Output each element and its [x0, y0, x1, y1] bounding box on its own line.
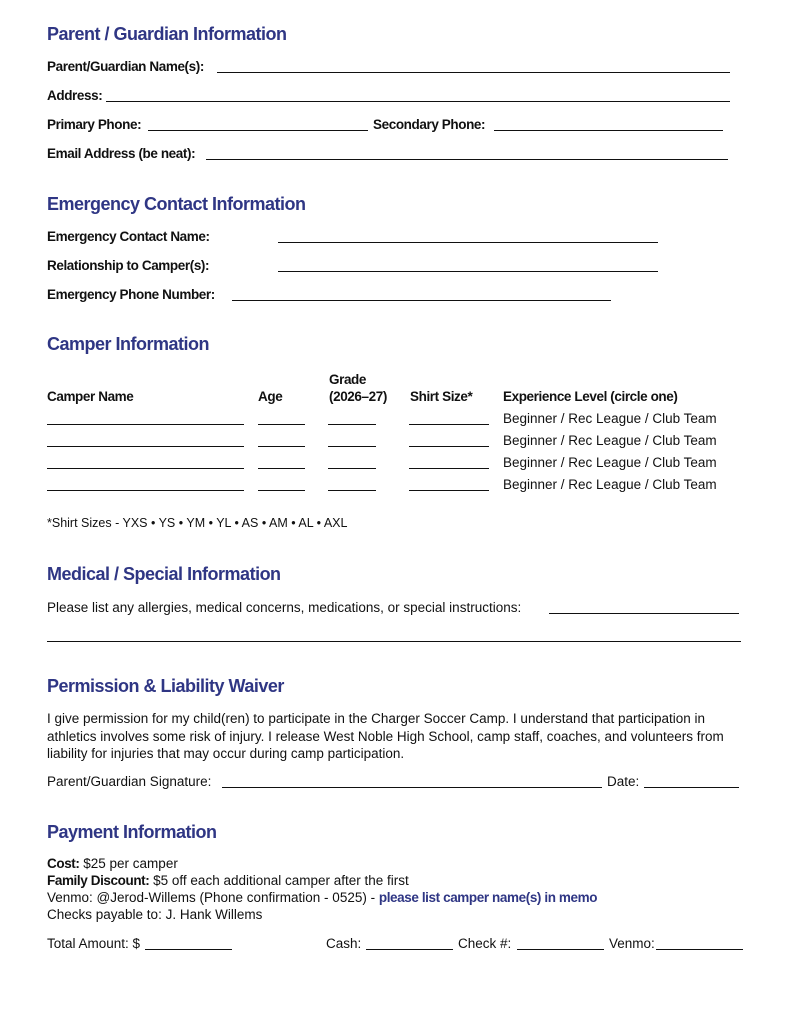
- cash-field[interactable]: [366, 949, 453, 950]
- address-label: Address:: [47, 88, 103, 103]
- waiver-heading: Permission & Liability Waiver: [47, 676, 284, 696]
- camper-4-grade-field[interactable]: [328, 490, 376, 491]
- medical-prompt: Please list any allergies, medical concerns, medications, or special instructions:: [47, 600, 522, 615]
- camper-4-age-field[interactable]: [258, 490, 305, 491]
- secondary-phone-label: Secondary Phone:: [373, 117, 486, 132]
- camper-2-age-field[interactable]: [258, 446, 305, 447]
- signature-label: Parent/Guardian Signature:: [47, 774, 212, 789]
- col-experience: Experience Level (circle one): [503, 389, 678, 404]
- parent-name-label: Parent/Guardian Name(s):: [47, 59, 204, 74]
- camper-4-experience-options[interactable]: Beginner / Rec League / Club Team: [503, 477, 717, 492]
- cost-line: [47, 856, 178, 872]
- camper-4-shirt-field[interactable]: [409, 490, 489, 491]
- relationship-label: Relationship to Camper(s):: [47, 258, 210, 273]
- check-number-field[interactable]: [517, 949, 604, 950]
- waiver-text: I give permission for my child(ren) to participate in the Charger Soccer Camp. I understand that participation in athletics involves some risk of injury. I release West Noble High School, camp staff, coaches, and volunteers from liability for injuries that may occur during camp participation.: [47, 711, 724, 761]
- discount-line: [47, 873, 409, 889]
- emergency-name-field[interactable]: [278, 242, 658, 243]
- camper-3-shirt-field[interactable]: [409, 468, 489, 469]
- secondary-phone-field[interactable]: [494, 130, 723, 131]
- medical-field-line-1[interactable]: [549, 613, 739, 614]
- date-label: Date:: [607, 774, 640, 789]
- venmo-memo-note: please list camper name(s) in memo: [378, 890, 598, 905]
- relationship-field[interactable]: [278, 271, 658, 272]
- date-field[interactable]: [644, 787, 739, 788]
- email-field[interactable]: [206, 159, 728, 160]
- discount-value: $5 off each additional camper after the first: [153, 873, 409, 888]
- venmo-line: [47, 890, 597, 906]
- venmo-text: Venmo: @Jerod-Willems (Phone confirmation - 0525) -: [47, 890, 379, 905]
- cost-value: $25 per camper: [83, 856, 178, 871]
- camper-1-age-field[interactable]: [258, 424, 305, 425]
- col-age: Age: [258, 389, 283, 404]
- camper-info-heading: Camper Information: [47, 334, 210, 354]
- medical-field-line-2[interactable]: [47, 641, 741, 642]
- camper-1-name-field[interactable]: [47, 424, 244, 425]
- camper-3-experience-options[interactable]: Beginner / Rec League / Club Team: [503, 455, 717, 470]
- emergency-phone-label: Emergency Phone Number:: [47, 287, 215, 302]
- camper-2-experience-options[interactable]: Beginner / Rec League / Club Team: [503, 433, 717, 448]
- emergency-phone-field[interactable]: [232, 300, 611, 301]
- camper-3-grade-field[interactable]: [328, 468, 376, 469]
- parent-guardian-heading: Parent / Guardian Information: [47, 24, 287, 44]
- camper-3-name-field[interactable]: [47, 468, 244, 469]
- signature-field[interactable]: [222, 787, 602, 788]
- primary-phone-label: Primary Phone:: [47, 117, 142, 132]
- discount-label: Family Discount:: [47, 873, 150, 888]
- camper-2-grade-field[interactable]: [328, 446, 376, 447]
- address-field[interactable]: [106, 101, 730, 102]
- camper-1-shirt-field[interactable]: [409, 424, 489, 425]
- col-shirt-size: Shirt Size*: [410, 389, 473, 404]
- camper-2-name-field[interactable]: [47, 446, 244, 447]
- total-amount-label: Total Amount: $: [47, 936, 141, 951]
- camper-4-name-field[interactable]: [47, 490, 244, 491]
- emergency-name-label: Emergency Contact Name:: [47, 229, 210, 244]
- email-label: Email Address (be neat):: [47, 146, 196, 161]
- camper-1-grade-field[interactable]: [328, 424, 376, 425]
- primary-phone-field[interactable]: [148, 130, 368, 131]
- check-number-label: Check #:: [458, 936, 512, 951]
- medical-info-heading: Medical / Special Information: [47, 564, 281, 584]
- col-grade-line1: Grade: [329, 372, 367, 387]
- shirt-size-note: *Shirt Sizes - YXS • YS • YM • YL • AS • AM • AL • AXL: [47, 516, 348, 530]
- venmo-payment-label: Venmo:: [609, 936, 655, 951]
- venmo-payment-field[interactable]: [656, 949, 743, 950]
- payment-info-heading: Payment Information: [47, 822, 217, 842]
- cost-label: Cost:: [47, 856, 80, 871]
- camper-1-experience-options[interactable]: Beginner / Rec League / Club Team: [503, 411, 717, 426]
- camper-2-shirt-field[interactable]: [409, 446, 489, 447]
- parent-name-field[interactable]: [217, 72, 730, 73]
- col-camper-name: Camper Name: [47, 389, 134, 404]
- total-amount-field[interactable]: [145, 949, 232, 950]
- col-grade-line2: (2026–27): [329, 389, 387, 404]
- cash-label: Cash:: [326, 936, 362, 951]
- emergency-contact-heading: Emergency Contact Information: [47, 194, 306, 214]
- checks-payable: Checks payable to: J. Hank Willems: [47, 907, 263, 922]
- camper-3-age-field[interactable]: [258, 468, 305, 469]
